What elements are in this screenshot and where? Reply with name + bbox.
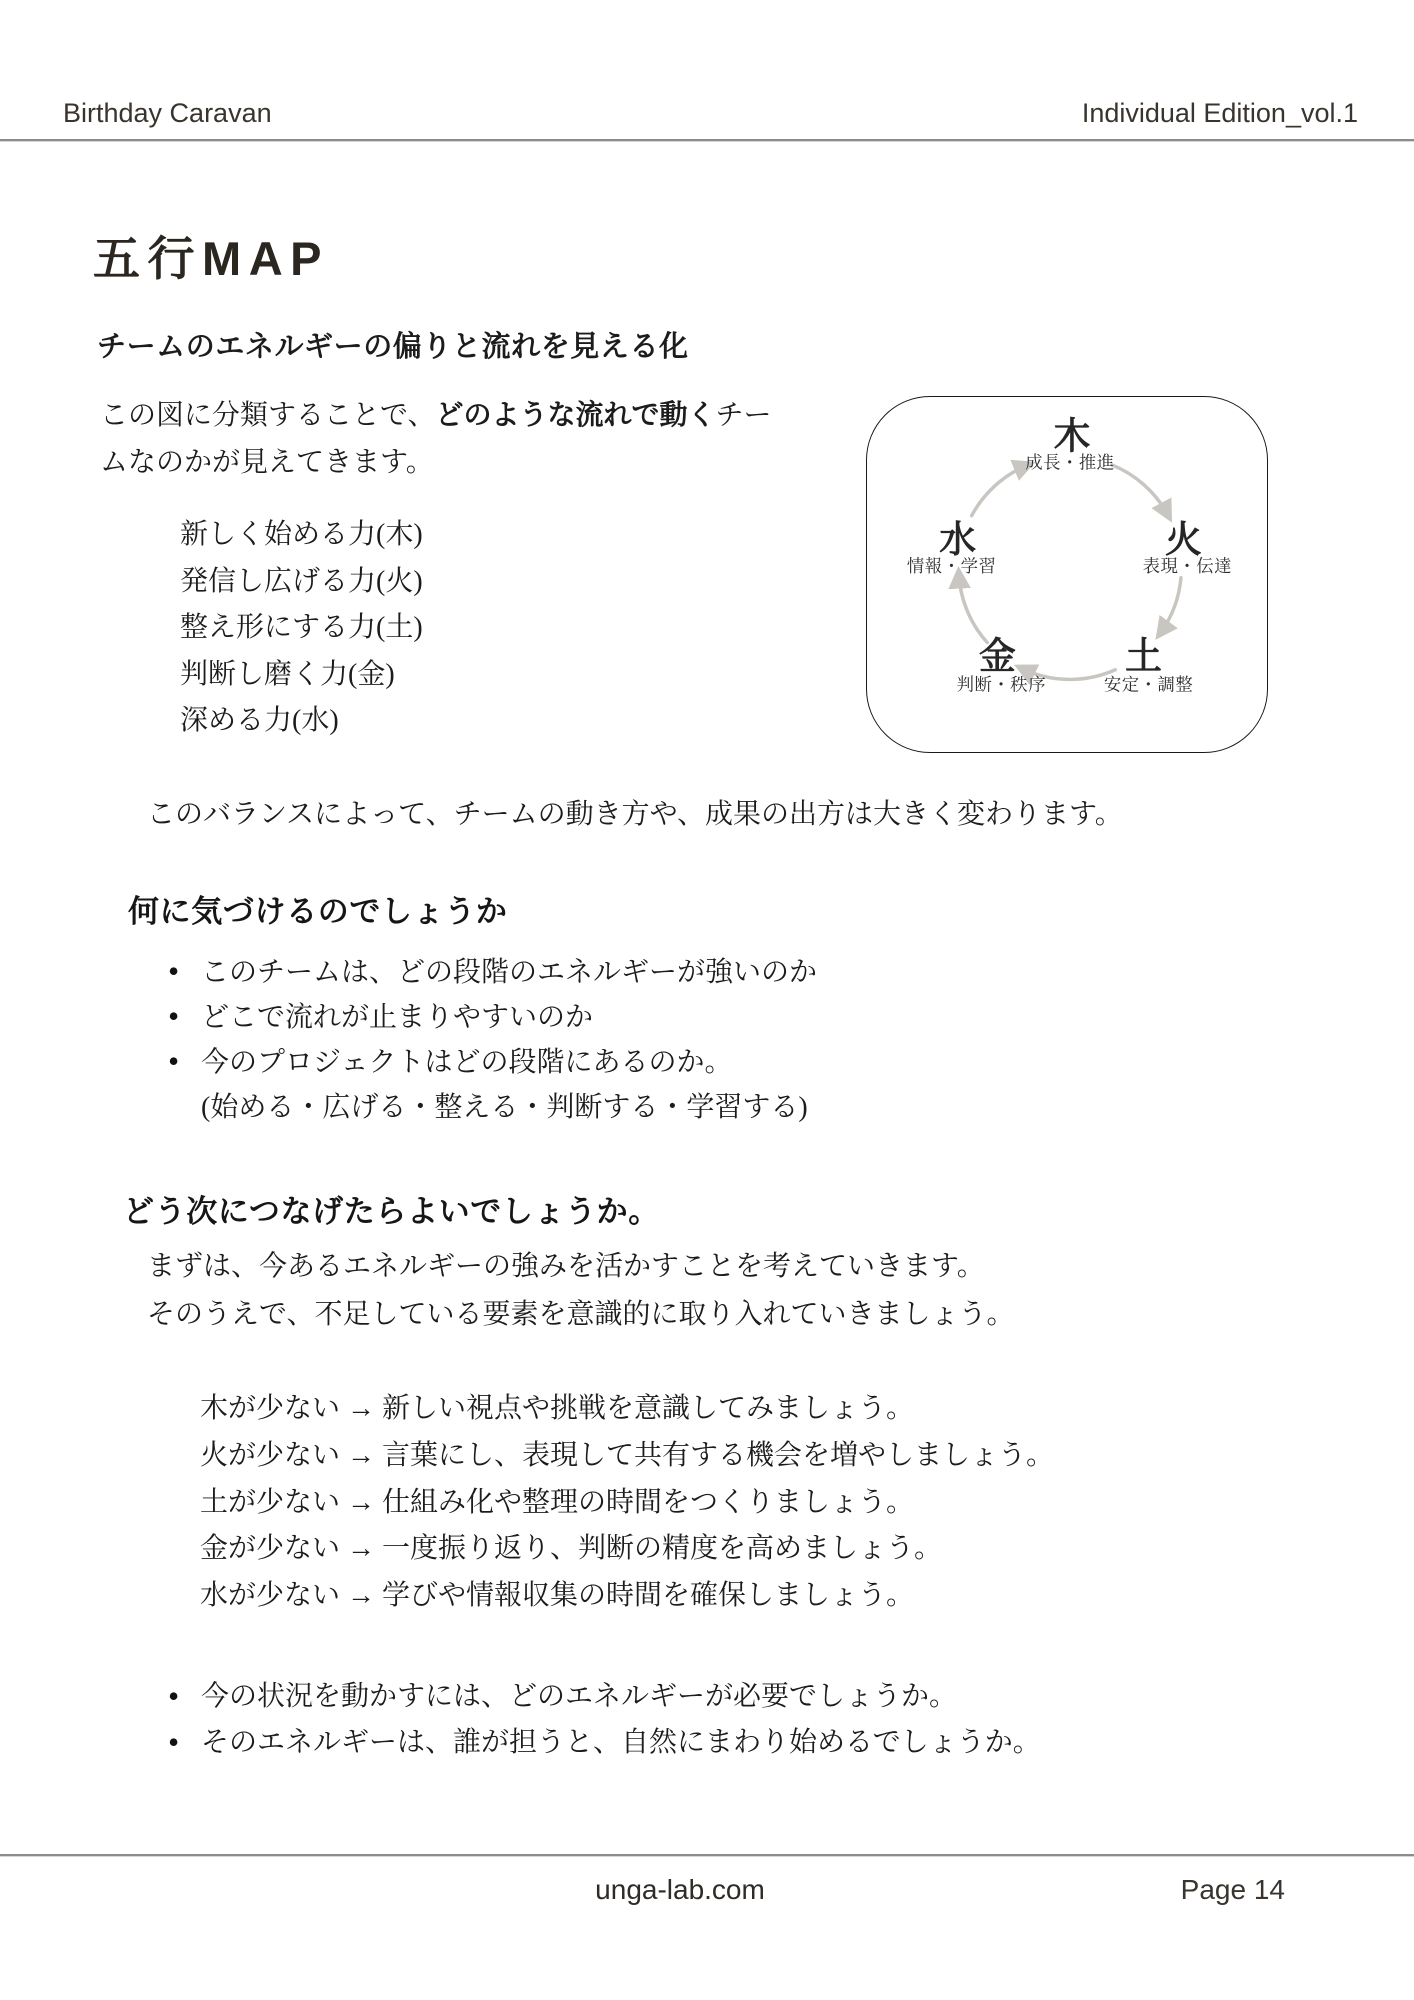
- element-wood-label: 成長・推進: [1025, 452, 1115, 473]
- element-earth-label: 安定・調整: [1103, 674, 1194, 695]
- next-steps-lead-line2: そのうえで、不足している要素を意識的に取り入れていきましょう。: [147, 1299, 1015, 1330]
- notice-bullet-3-text: 今のプロジェクトはどの段階にあるのか。: [201, 1047, 733, 1078]
- balance-note: このバランスによって、チームの動き方や、成果の出方は大きく変わります。: [147, 799, 1123, 830]
- element-wood-char: 木: [1053, 415, 1091, 457]
- cycle-arrow-water-to-wood: [972, 465, 1029, 516]
- power-item-wood: 新しく始める力(木): [180, 519, 423, 550]
- intro-text-start: この図に分類することで、: [100, 400, 436, 431]
- next-steps-bullet-1-text: 今の状況を動かすには、どのエネルギーが必要でしょうか。: [201, 1681, 958, 1712]
- advice-earth: 土が少ない → 仕組み化や整理の時間をつくりましょう。: [200, 1486, 915, 1518]
- notice-bullet-list: [168, 950, 817, 1130]
- next-steps-bullet-1: [168, 1674, 1041, 1720]
- cycle-arrow-fire-to-earth: [1160, 578, 1181, 634]
- power-item-water: 深める力(水): [180, 705, 339, 736]
- power-item-earth: 整え形にする力(土): [180, 612, 423, 643]
- cycle-arrow-wood-to-fire: [1112, 465, 1169, 516]
- page-header: [63, 98, 1358, 129]
- element-fire-char: 火: [1164, 519, 1202, 561]
- element-fire-label: 表現・伝達: [1142, 556, 1233, 577]
- element-metal-char: 金: [978, 635, 1016, 677]
- header-left-title: Birthday Caravan: [63, 98, 272, 128]
- notice-bullet-2-text: どこで流れが止まりやすいのか: [201, 1002, 594, 1033]
- notice-bullet-1-text: このチームは、どの段階のエネルギーが強いのか: [201, 957, 818, 988]
- notice-bullet-3: [168, 1040, 817, 1085]
- page-title: 五行MAP: [93, 232, 330, 285]
- section-heading-notice: 何に気づけるのでしょうか: [128, 894, 508, 929]
- advice-fire: 火が少ない → 言葉にし、表現して共有する機会を増やしましょう。: [200, 1439, 1055, 1471]
- notice-bullet-3-subline: [168, 1085, 817, 1130]
- next-steps-bullet-2-text: そのエネルギーは、誰が担うと、自然にまわり始めるでしょうか。: [201, 1727, 1041, 1758]
- cycle-diagram-svg: [867, 397, 1267, 752]
- next-steps-bullet-list: [168, 1674, 1041, 1766]
- element-water-label: 情報・学習: [906, 556, 997, 577]
- advice-metal: 金が少ない → 一度振り返り、判断の精度を高めましょう。: [200, 1533, 943, 1565]
- intro-text-line1-end: チー: [715, 400, 772, 431]
- element-water-char: 水: [939, 519, 977, 561]
- notice-bullet-3-subline-text: (始める・広げる・整える・判断する・学習する): [201, 1092, 808, 1123]
- advice-wood: 木が少ない → 新しい視点や挑戦を意識してみましょう。: [200, 1393, 915, 1424]
- notice-bullet-2: [168, 995, 817, 1040]
- advice-water: 水が少ない → 学びや情報収集の時間を確保しましょう。: [200, 1580, 915, 1612]
- power-item-metal: 判断し磨く力(金): [180, 658, 395, 690]
- next-steps-bullet-2: [168, 1720, 1041, 1766]
- power-item-fire: 発信し広げる力(火): [180, 565, 423, 597]
- next-steps-lead-line1: まずは、今あるエネルギーの強みを活かすことを考えていきます。: [147, 1251, 985, 1282]
- element-advice-list: [200, 1386, 1054, 1620]
- footer-divider: [0, 1854, 1414, 1856]
- page-subtitle: チームのエネルギーの偏りと流れを見える化: [97, 331, 689, 363]
- notice-bullet-1: [168, 950, 817, 995]
- header-right-edition: Individual Edition_vol.1: [1081, 98, 1358, 128]
- five-elements-cycle-diagram: [866, 396, 1268, 753]
- powers-list: [180, 512, 423, 745]
- intro-text-line2: ムなのかが見えてきます。: [100, 447, 434, 478]
- section-heading-next-steps: どう次につなげたらよいでしょうか。: [123, 1194, 660, 1229]
- footer-page-number: Page 14: [1180, 1874, 1285, 1905]
- header-divider: [0, 139, 1414, 141]
- element-metal-label: 判断・秩序: [956, 674, 1047, 695]
- intro-text-bold: どのような流れで動く: [435, 400, 716, 431]
- element-earth-char: 土: [1125, 635, 1162, 677]
- intro-paragraph: [100, 392, 771, 486]
- footer-site-url: unga-lab.com: [595, 1874, 765, 1905]
- cycle-arrow-metal-to-water: [959, 574, 987, 643]
- next-steps-lead: [147, 1243, 1014, 1339]
